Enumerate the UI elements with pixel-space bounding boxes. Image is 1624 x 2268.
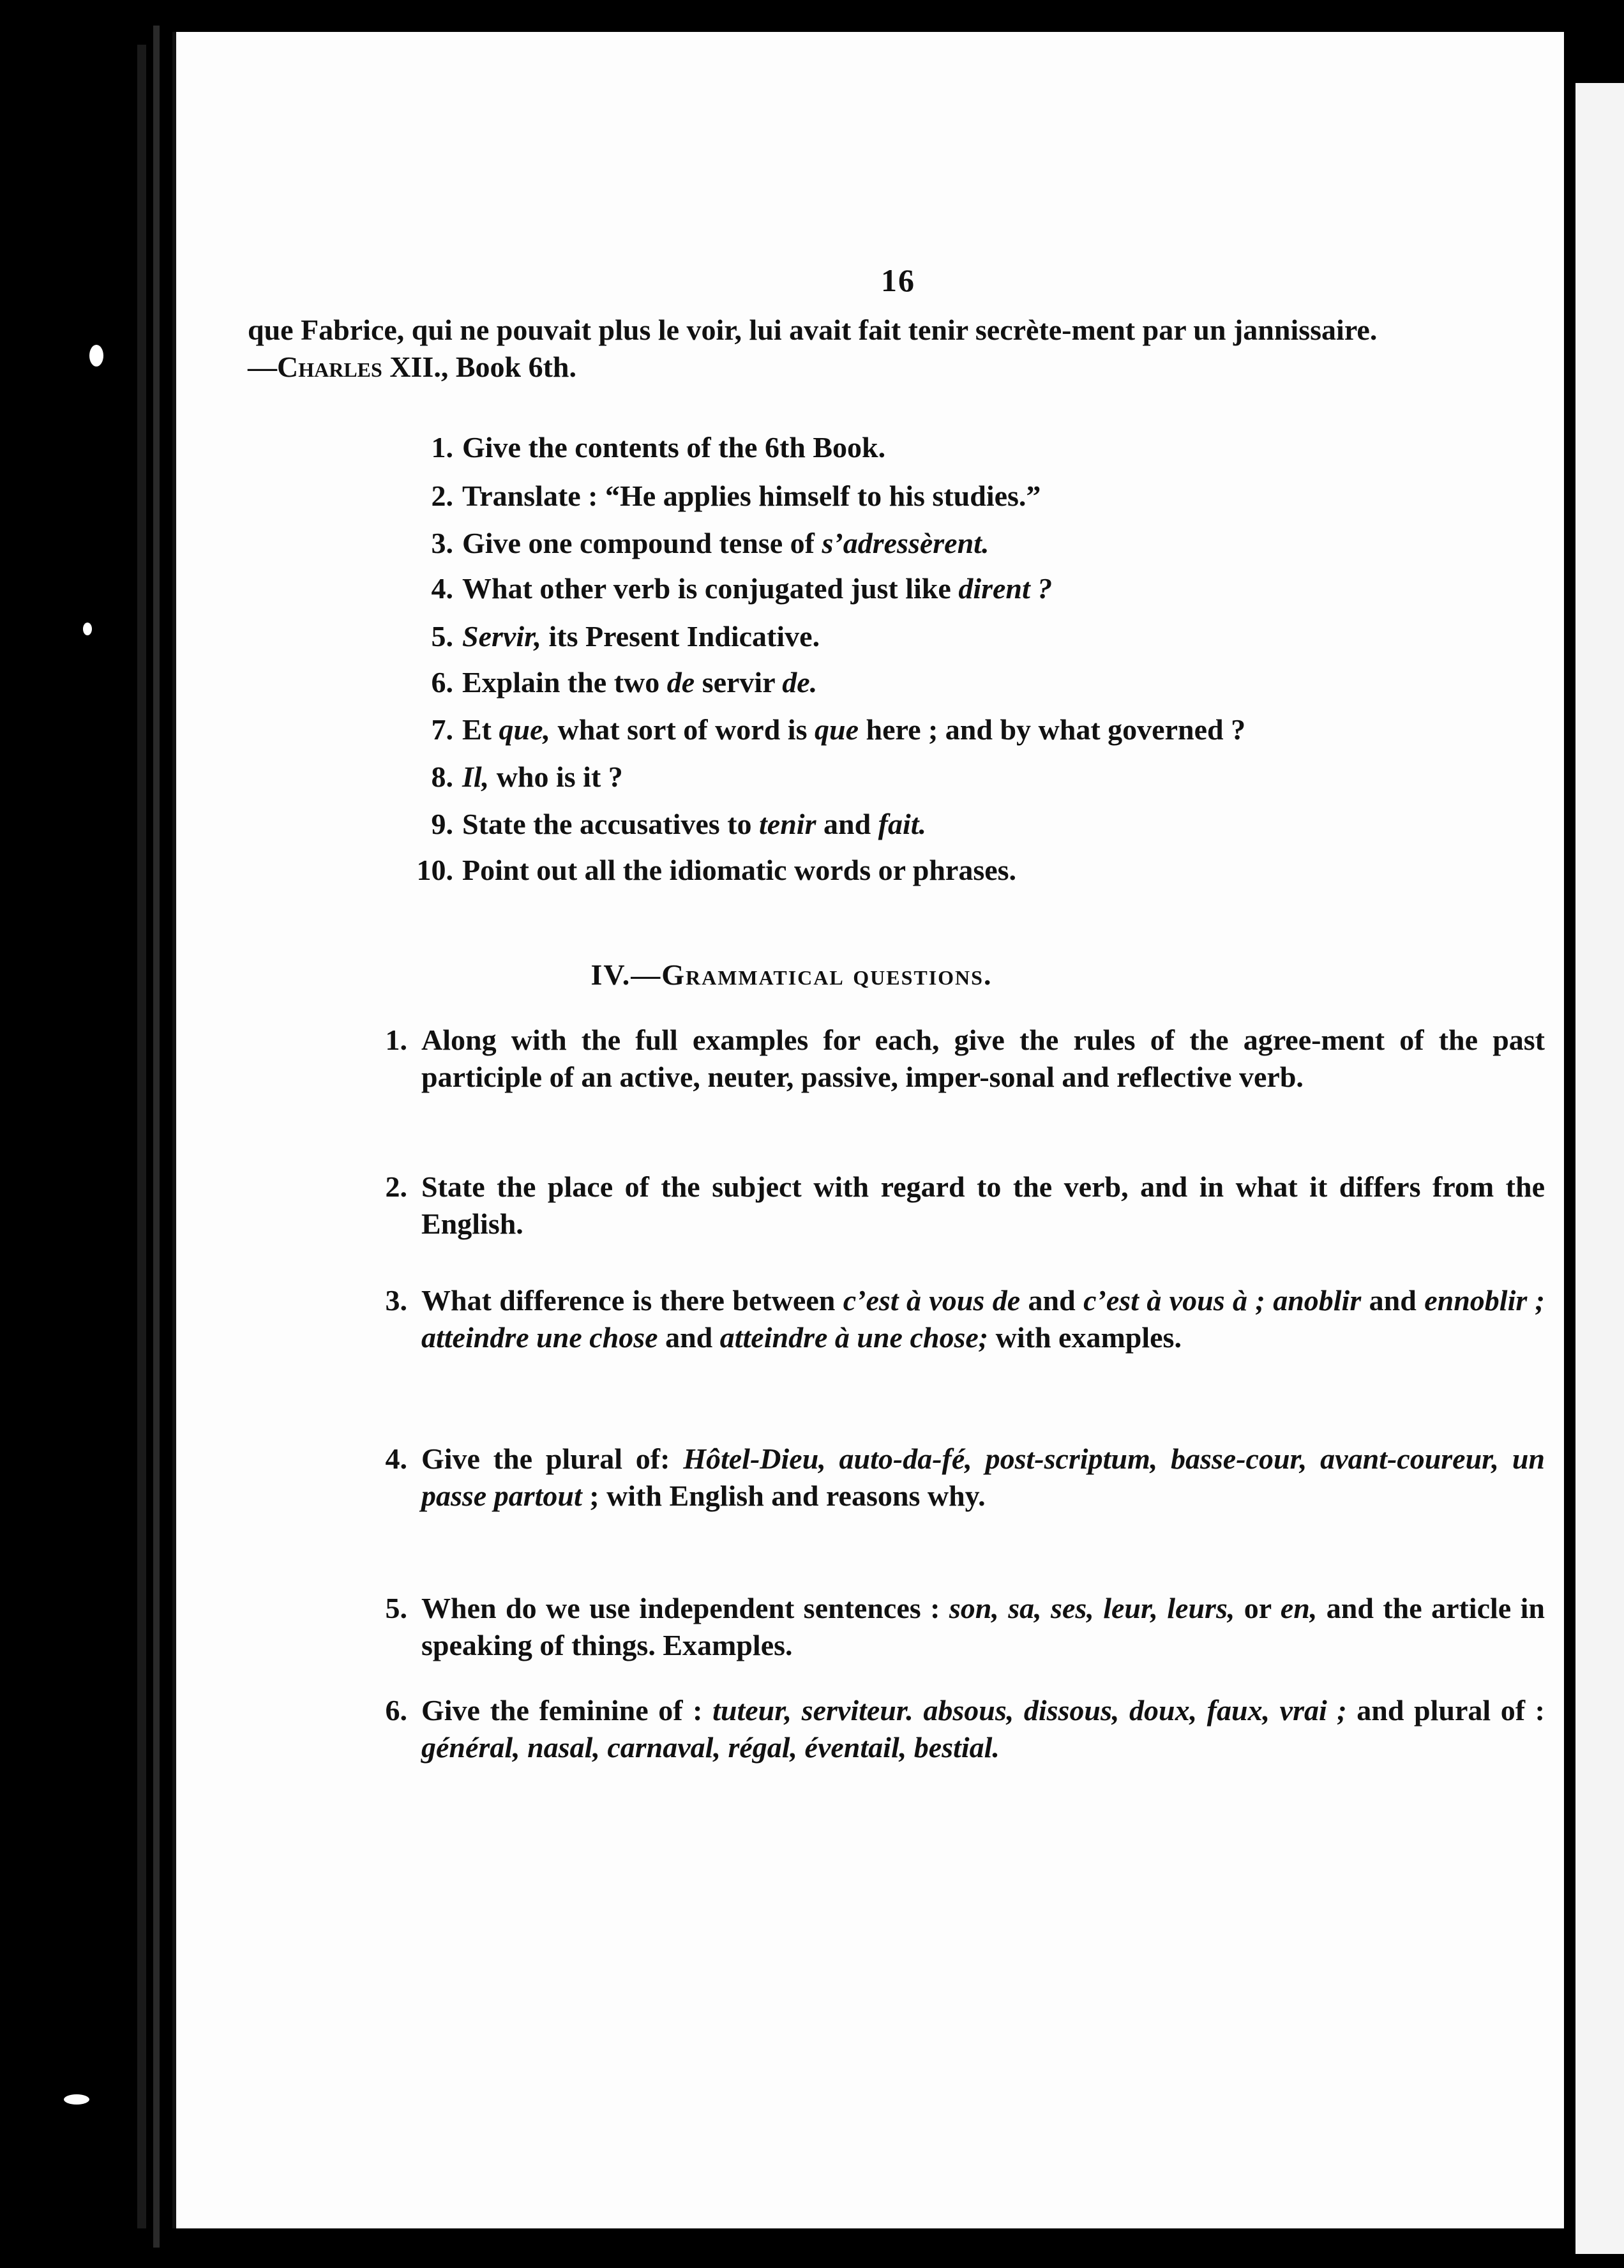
question-fragment: and [1020, 1284, 1084, 1317]
question-term: dirent ? [958, 572, 1053, 605]
question-fragment: or [1235, 1592, 1281, 1624]
question-term: Servir, [462, 620, 541, 653]
question-number: 2. [431, 480, 453, 512]
question-text [462, 478, 1586, 515]
question-fragment: here ; and by what governed ? [858, 713, 1246, 746]
question-text [462, 618, 1586, 655]
question-fragment: Explain the two [462, 666, 667, 699]
question-number: 10. [416, 854, 453, 886]
question-number: 5. [385, 1592, 407, 1624]
page-number: 16 [881, 262, 915, 298]
question-number: 2. [385, 1170, 407, 1203]
question-text [462, 711, 1586, 748]
question-text [421, 1440, 1545, 1515]
question-fragment: and plural of : [1346, 1694, 1545, 1727]
question-text [462, 759, 1586, 796]
question-fragment: When do we use independent sentences : [421, 1592, 949, 1624]
question-fragment: State the accusatives to [462, 808, 760, 840]
question-fragment: and [1361, 1284, 1425, 1317]
question-fragment: Give the plural of: [421, 1442, 684, 1475]
question-text [421, 1282, 1545, 1356]
question-fragment: Give the contents of the 6th Book. [462, 431, 886, 464]
opening-passage [248, 312, 1403, 386]
question-term: c’est à vous à ; [1083, 1284, 1265, 1317]
question-fragment: and [658, 1321, 720, 1354]
question-number: 4. [431, 572, 453, 605]
opening-text: que Fabrice, qui ne pouvait plus le voir, lui avait fait tenir secrète-ment par un jannissaire.— [248, 314, 1378, 383]
question-fragment: who is it ? [489, 760, 623, 793]
question-text [462, 570, 1586, 607]
question-number: 6. [385, 1694, 407, 1727]
question-term: atteindre à une chose; [719, 1321, 989, 1354]
question-term: en, [1280, 1592, 1318, 1624]
question-number: 4. [385, 1442, 407, 1475]
question-text [462, 852, 1586, 889]
question-fragment: State the place of the subject with regard to the verb, and in what it differs from the English. [421, 1170, 1545, 1240]
question-fragment: what sort of word is [550, 713, 815, 746]
question-text [421, 1168, 1545, 1243]
question-fragment: ; with English and reasons why. [582, 1479, 986, 1512]
question-fragment [1265, 1284, 1273, 1317]
question-term: s’adressèrent. [822, 527, 989, 559]
question-fragment: Along with the full examples for each, give the rules of the agree-ment of the past participle of an active, neuter, passive, imper-sonal and reflective verb. [421, 1024, 1545, 1093]
question-number: 7. [431, 713, 453, 746]
question-text [462, 429, 1586, 466]
question-fragment: servir [695, 666, 783, 699]
question-fragment: and [816, 808, 878, 840]
question-fragment: and the article in speaking of things. Examples. [421, 1592, 1545, 1661]
question-text [421, 1692, 1545, 1766]
question-term: de. [782, 666, 818, 699]
question-number: 8. [431, 760, 453, 793]
question-number: 9. [431, 808, 453, 840]
question-term: que [814, 713, 859, 746]
question-text [462, 806, 1586, 843]
question-number: 3. [431, 527, 453, 559]
question-term: fait. [878, 808, 927, 840]
question-fragment: Et [462, 713, 499, 746]
question-number: 5. [431, 620, 453, 653]
question-number: 6. [431, 666, 453, 699]
question-term: que, [499, 713, 550, 746]
question-fragment: Translate : “He applies himself to his studies.” [462, 480, 1041, 512]
question-term: c’est à vous de [843, 1284, 1021, 1317]
question-text [462, 525, 1586, 562]
section-heading [383, 956, 1200, 994]
question-fragment: Point out all the idiomatic words or phrases. [462, 854, 1017, 886]
question-term: Hôtel-Dieu, auto-da-fé, post-scriptum, basse-cour, avant-coureur, un passe partout [421, 1442, 1545, 1512]
question-term: général, nasal, carnaval, régal, éventail, bestial. [421, 1731, 1000, 1764]
question-term: de [666, 666, 695, 699]
question-fragment: with examples. [988, 1321, 1182, 1354]
question-number: 3. [385, 1284, 407, 1317]
question-term: son, sa, ses, leur, leurs, [949, 1592, 1235, 1624]
question-text [421, 1590, 1545, 1664]
opening-source-name: Charles XII. [277, 351, 441, 383]
question-term: tuteur, serviteur. absous, dissous, doux, faux, vrai ; [712, 1694, 1347, 1727]
section-title: Grammatical questions. [661, 958, 993, 991]
question-fragment: What other verb is conjugated just like [462, 572, 959, 605]
question-fragment: Give one compound tense of [462, 527, 822, 559]
question-term: ennoblir ; atteindre une chose [421, 1284, 1545, 1354]
opening-source-rest: , Book 6th. [440, 351, 577, 383]
question-fragment: Give the feminine of : [421, 1694, 713, 1727]
question-text [462, 664, 1586, 701]
question-text [421, 1022, 1545, 1096]
question-number: 1. [385, 1024, 407, 1056]
question-fragment: its Present Indicative. [541, 620, 820, 653]
question-term: Il, [462, 760, 490, 793]
question-term: anoblir [1273, 1284, 1362, 1317]
question-fragment: What difference is there between [421, 1284, 843, 1317]
section-numeral: IV.— [590, 958, 662, 991]
question-term: tenir [759, 808, 816, 840]
question-number: 1. [431, 431, 453, 464]
